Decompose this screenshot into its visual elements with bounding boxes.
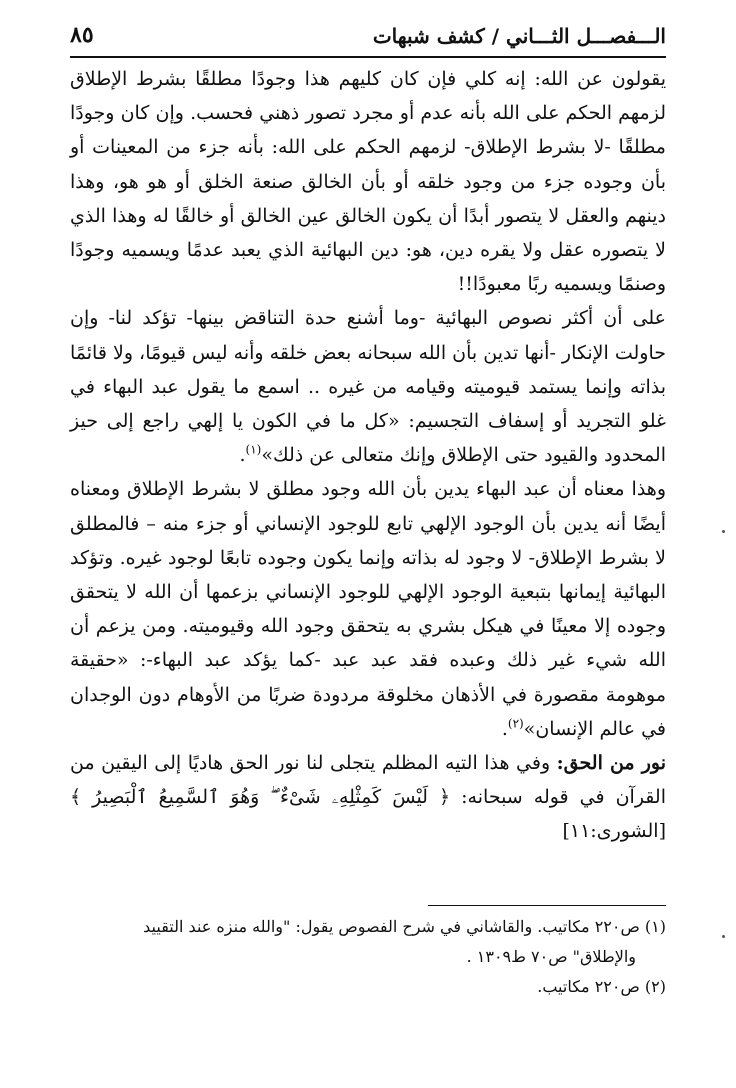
page-number: ٨٥ bbox=[70, 22, 94, 48]
footnotes bbox=[70, 912, 666, 1002]
body-text bbox=[70, 62, 666, 849]
paragraph-2-text: على أن أكثر نصوص البهائية -وما أشنع حدة التناقض بينها- تؤكد لنا- وإن حاولت الإنكار -أنها تدين بأن الله سبحانه بعض خلقه وأنه ليس قيومًا، ولا قائمًا بذاته وإنما يستمد قيوميته وقيامه من غيره .. اسمع ما يقول عبد البهاء في غلو التجريد أو إسفاف التجسيم: «كل ما في الكون يا إلهي راجع إلى حيز المحدود والقيود حتى الإطلاق وإنك متعالى عن ذلك» bbox=[70, 307, 666, 467]
running-head bbox=[70, 22, 666, 58]
footnote-ref-2: (٢) bbox=[507, 716, 524, 731]
paragraph-4 bbox=[70, 746, 666, 849]
paragraph-1: يقولون عن الله: إنه كلي فإن كان كليهم هذا وجودًا مطلقًا بشرط الإطلاق لزمهم الحكم على الله بأنه عدم أو مجرد تصور ذهني فحسب. وإن كان وجودًا مطلقًا -لا بشرط الإطلاق- لزمهم الحكم على الله: بأنه جزء من المعينات أو بأن وجوده جزء من وجود خلقه أو بأن الخالق صنعة الخلق أو هو هو، وهذا دينهم والعقل لا يتصور أبدًا أن يكون الخالق عين الخالق أو خالقًا له وهذا الذي لا يتصوره عقل ولا يقره دين، هو: دين البهائية الذي يعبد عدمًا ويسميه وجودًا وصنمًا ويسميه ربًا معبودًا!! bbox=[70, 68, 666, 296]
footnote-2: (٢) ص٢٢٠ مكاتيب. bbox=[537, 977, 666, 996]
footnote-divider bbox=[428, 905, 666, 906]
scan-speck bbox=[722, 935, 725, 938]
section-lead: نور من الحق: bbox=[556, 752, 666, 775]
footnote-ref-1: (١) bbox=[245, 442, 262, 457]
paragraph-3-text: وهذا معناه أن عبد البهاء يدين بأن الله وجود مطلق لا بشرط الإطلاق ومعناه أيضًا أنه يدين بأن الوجود الإلهي تابع للوجود الإنساني أو جزء منه – فالمطلق لا بشرط الإطلاق- لا وجود له بذاته وإنما يكون وجوده تابعًا لوجود غيره. وتؤكد البهائية إيمانها بتبعية الوجود الإلهي للوجود الإنساني بزعمها أن الله لا يتحقق وجوده إلا معينًا في هيكل بشري به يتحقق وجود الله وقيوميته. ومن يزعم أن الله شيء غير ذلك وعبده فقد عبد عبد -كما يؤكد عبد البهاء-: «حقيقة موهومة مقصورة في الأذهان مخلوقة مردودة ضربًا من الأوهام دون الوجدان في عالم الإنسان» bbox=[70, 478, 666, 740]
chapter-title: الـــفصـــل الثـــاني / كشف شبهات bbox=[372, 24, 666, 48]
paragraph-3: وهذا معناه أن عبد البهاء يدين بأن الله وجود مطلق لا بشرط الإطلاق ومعناه أيضًا أنه يدين بأن الوجود الإلهي تابع للوجود الإنساني أو جزء منه – فالمطلق لا بشرط الإطلاق- لا وجود له بذاته وإنما يكون وجوده تابعًا لوجود غيره. وتؤكد البهائية إيمانها بتبعية الوجود الإلهي للوجود الإنساني بزعمها أن الله لا يتحقق وجوده إلا معينًا في هيكل بشري به يتحقق وجود الله وقيوميته. ومن يزعم أن الله شيء غير ذلك وعبده فقد عبد عبد -كما يؤكد عبد البهاء-: «حقيقة موهومة مقصورة في الأذهان مخلوقة مردودة ضربًا من الأوهام دون الوجدان في عالم الإنسان»$^{(٢)}$. bbox=[70, 478, 666, 740]
footnote-1-line-2: والإطلاق" ص٧٠ ط١٣٠٩ . bbox=[466, 947, 636, 966]
scan-speck bbox=[722, 530, 725, 533]
footnote-1-line-1: (١) ص٢٢٠ مكاتيب. والقاشاني في شرح الفصوص يقول: "والله منزه عند التقييد bbox=[143, 917, 666, 936]
paragraph-2: على أن أكثر نصوص البهائية -وما أشنع حدة التناقض بينها- تؤكد لنا- وإن حاولت الإنكار -أنها تدين بأن الله سبحانه بعض خلقه وأنه ليس قيومًا، ولا قائمًا بذاته وإنما يستمد قيوميته وقيامه من غيره .. اسمع ما يقول عبد البهاء في غلو التجريد أو إسفاف التجسيم: «كل ما في الكون يا إلهي راجع إلى حيز المحدود والقيود حتى الإطلاق وإنك متعالى عن ذلك»$^{(١)}$. bbox=[70, 307, 666, 467]
paragraph-4-text: وفي هذا التيه المظلم يتجلى لنا نور الحق هاديًا إلى اليقين من القرآن في قوله سبحانه: ﴿ لَيْسَ كَمِثْلِهِۦ شَىْءٌ ۖ وَهُوَ ٱلسَّمِيعُ ٱلْبَصِيرُ ﴾ [الشورى:١١] bbox=[70, 752, 666, 843]
